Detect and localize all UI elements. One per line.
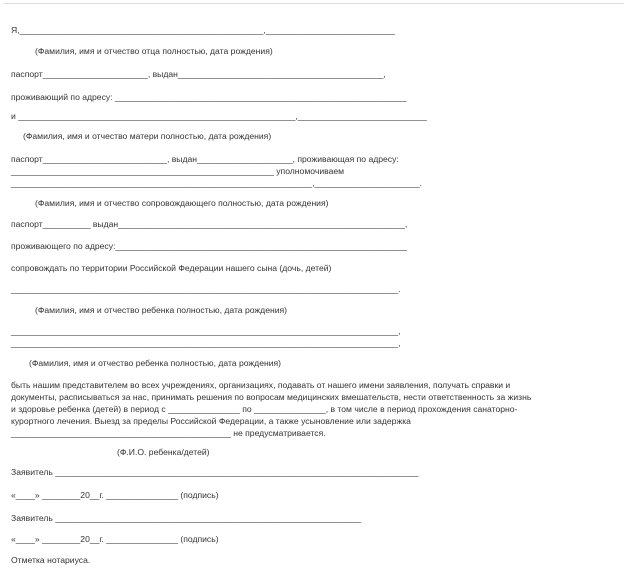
paragraph-line-3: и здоровье ребенка (детей) в период с _______________ по _______________, в том числе в период прохождения санаторно- <box>11 404 518 414</box>
applicant-1-line: Заявитель ____________________________________________________________________________ <box>11 467 419 477</box>
paragraph-line-1: быть нашим представителем во всех учреждениях, организациях, подавать от нашего имени заявления, получать справки и <box>11 380 511 390</box>
caption-father: (Фамилия, имя и отчество отца полностью, дата рождения) <box>35 46 273 56</box>
applicant-2-date-signature: «____» ________20__г. _______________ (подпись) <box>11 534 219 544</box>
caption-child-fio: (Ф.И.О. ребенка/детей) <box>117 447 210 457</box>
notary-mark: Отметка нотариуса. <box>11 555 91 565</box>
line-escort-passport: паспорт__________ выдан____________________________________________________________, <box>11 219 408 229</box>
line-child-blank-2: _________________________________________________________________________________, <box>11 326 401 336</box>
line-mother-passport: паспорт__________________________, выдан____________________, проживающая по адресу: <box>11 154 399 164</box>
applicant-1-date-signature: «____» ________20__г. _______________ (подпись) <box>11 490 219 500</box>
top-divider <box>4 3 624 4</box>
line-child-blank: _________________________________________________________________________________. <box>11 284 401 294</box>
line-father-address: проживающий по адресу: _____________________________________________________________ <box>11 92 407 102</box>
caption-mother: (Фамилия, имя и отчество матери полностью, дата рождения) <box>23 131 272 141</box>
caption-child-1: (Фамилия, имя и отчество ребенка полностью, дата рождения) <box>35 305 288 315</box>
line-mother-address: _______________________________________________________ уполномочиваем <box>11 166 345 176</box>
caption-escort: (Фамилия, имя и отчество сопровождающего полностью, дата рождения) <box>35 198 329 208</box>
line-mother: и __________________________________________________________,___________________________ <box>11 111 427 121</box>
paragraph-line-4: курортного лечения. Выезд за пределы Российской Федерации, а также усыновление или задержка <box>11 416 411 426</box>
line-escort-address: проживающего по адресу:_____________________________________________________________ <box>11 241 407 251</box>
applicant-2-line: Заявитель ________________________________________________________________ <box>11 513 362 523</box>
line-father-passport: паспорт______________________, выдан___________________________________________, <box>11 69 386 79</box>
line-authorize: _______________________________________________________________,______________________. <box>11 178 423 188</box>
line-father: Я,___________________________________________________,___________________________ <box>11 25 395 35</box>
line-child-blank-3: _________________________________________________________________________________, <box>11 338 401 348</box>
caption-child-2: (Фамилия, имя и отчество ребенка полностью, дата рождения) <box>29 358 282 368</box>
line-escort-purpose: сопровождать по территории Российской Федерации нашего сына (дочь, детей) <box>11 263 332 273</box>
paragraph-line-5: ______________________________________________ не предусматривается. <box>11 428 326 438</box>
paragraph-line-2: документы, расписываться за нас, принимать решения по вопросам медицинских вмешательств, нести ответственность за жизнь <box>11 392 532 402</box>
